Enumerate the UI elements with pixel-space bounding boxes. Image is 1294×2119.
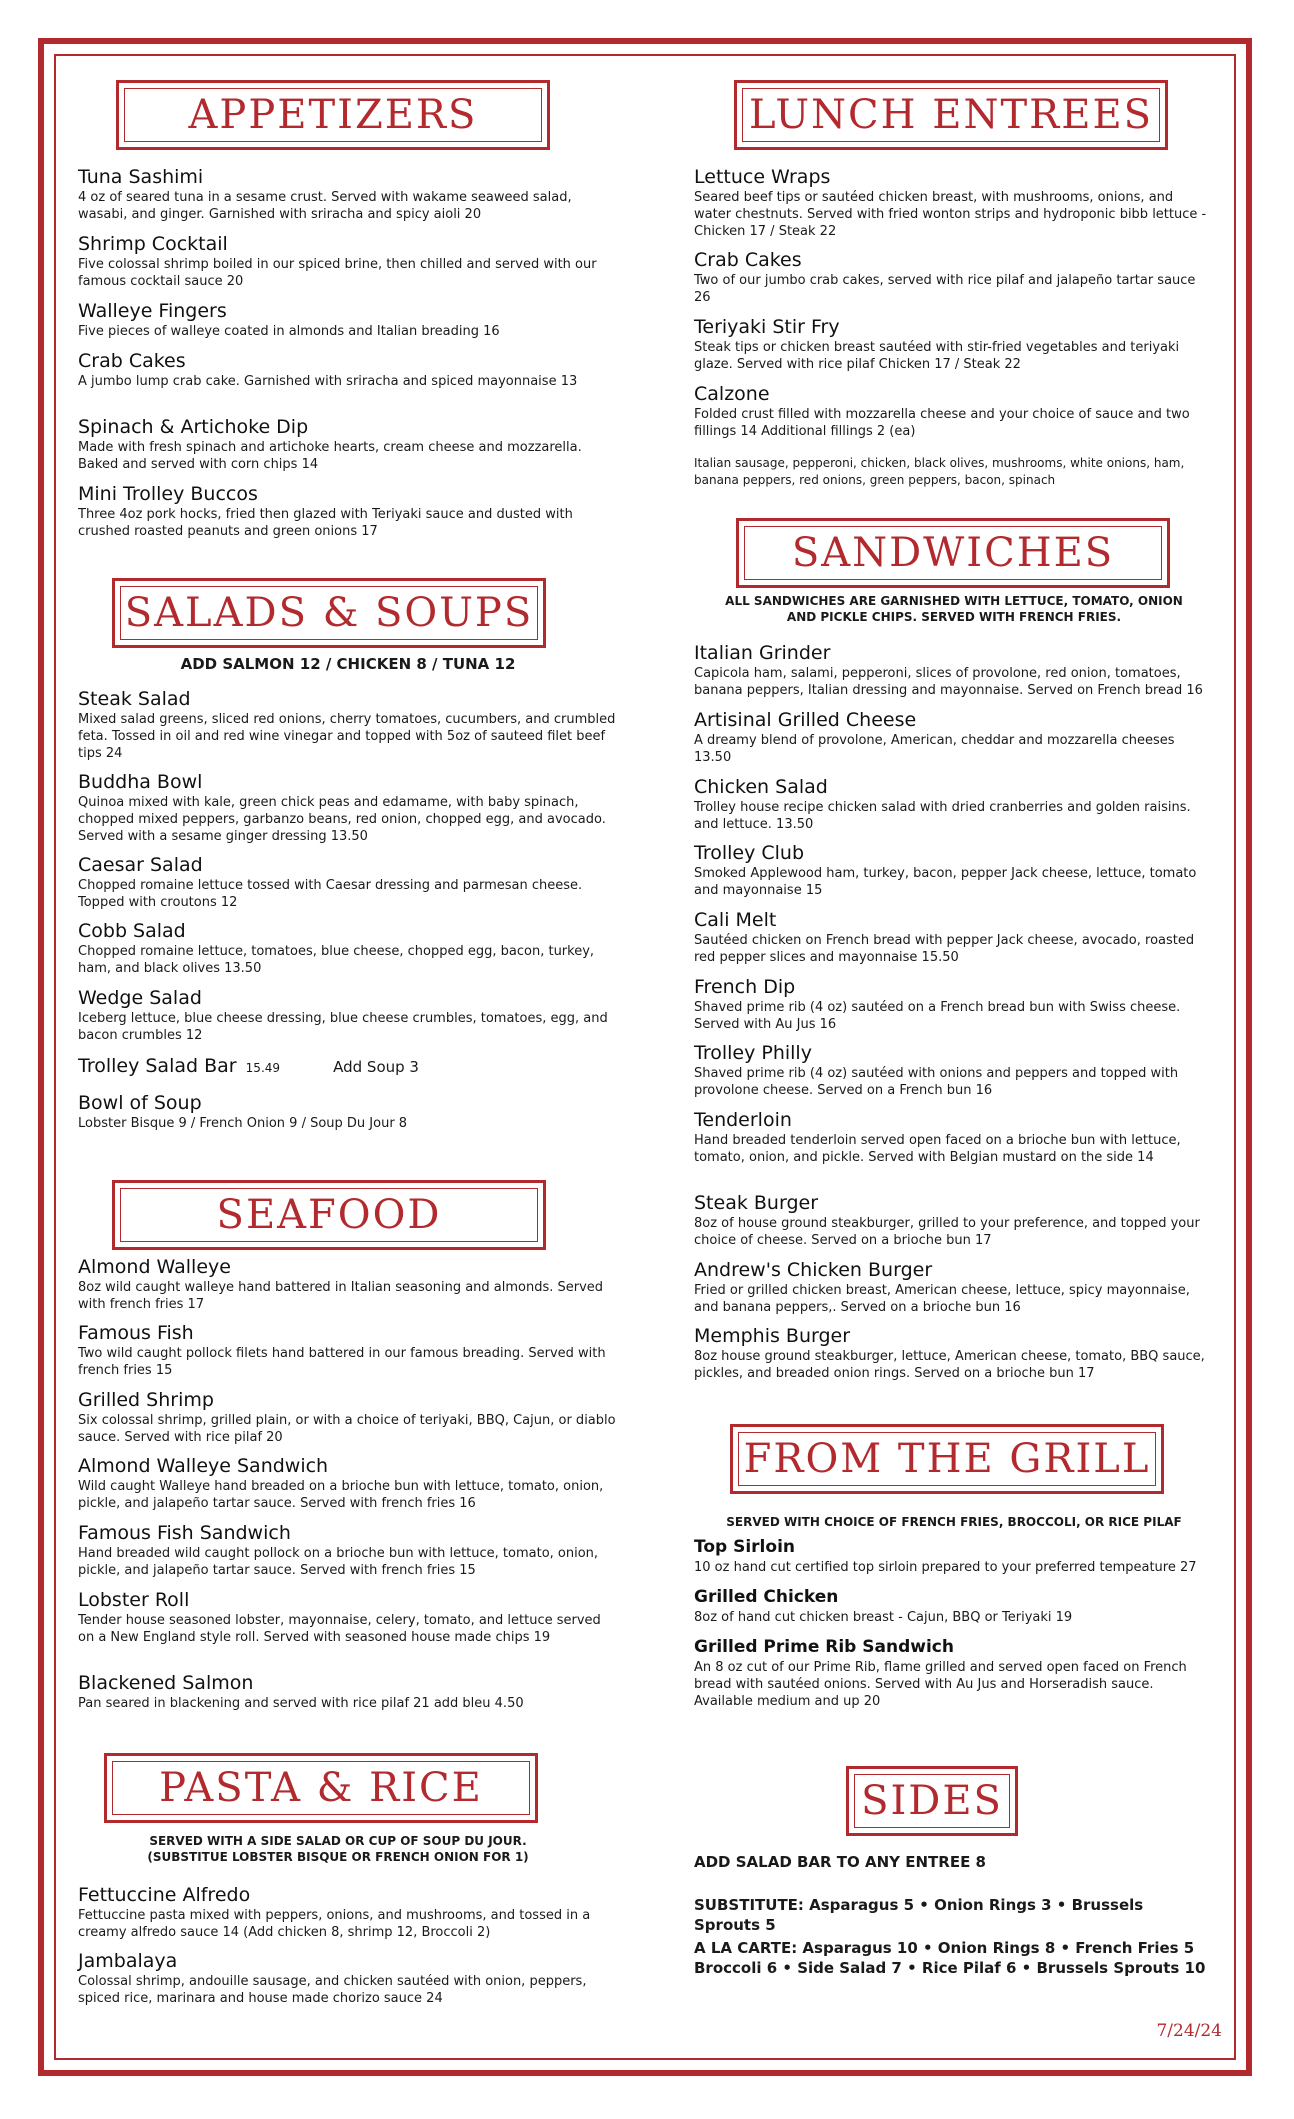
appetizers-banner — [116, 80, 550, 150]
menu-item: Wedge Salad Iceberg lettuce, blue cheese dressing, blue cheese crumbles, tomatoes, egg, and bacon crumbles 12 — [78, 987, 608, 1043]
menu-item: Chicken Salad Trolley house recipe chicken salad with dried cranberries and golden raisins. and lettuce. 13.50 — [694, 776, 1191, 832]
menu-item: Grilled Chicken 8oz of hand cut chicken breast - Cajun, BBQ or Teriyaki 19 — [694, 1587, 1073, 1625]
menu-date: 7/24/24 — [1156, 2021, 1222, 2041]
menu-item: Tuna Sashimi 4 oz of seared tuna in a sesame crust. Served with wakame seaweed salad, wasabi, and ginger. Garnished with sriracha and spicy aioli 20 — [78, 166, 572, 222]
menu-item: Tenderloin Hand breaded tenderloin served open faced on a brioche bun with lettuce, tomato, onion, and pickle. Served with Belgian mustard on the side 14 — [694, 1109, 1181, 1165]
menu-item: Buddha Bowl Quinoa mixed with kale, green chick peas and edamame, with baby spinach, chopped mixed peppers, garbanzo beans, red onion, chopped egg, and avocado. Served with a sesame ginger dressing 13.50 — [78, 771, 606, 844]
salads-banner — [112, 578, 546, 648]
pasta-note: SERVED WITH A SIDE SALAD OR CUP OF SOUP DU JOUR. (SUBSTITUE LOBSTER BISQUE OR FRENCH ONION FOR 1) — [147, 1834, 529, 1864]
menu-item: Grilled Prime Rib Sandwich An 8 oz cut of our Prime Rib, flame grilled and served open faced on French bread with sautéed onions. Served with Au Jus and Horseradish sauce. Available medium and up 20 — [694, 1637, 1187, 1709]
menu-item: Jambalaya Colossal shrimp, andouille sausage, and chicken sautéed with onion, peppers, spiced rice, marinara and house made chorizo sauce 24 — [78, 1950, 587, 2006]
menu-item: Teriyaki Stir Fry Steak tips or chicken breast sautéed with stir-fried vegetables and teriyaki glaze. Served with rice pilaf Chicken 17 / Steak 22 — [694, 316, 1180, 372]
menu-item: Grilled Shrimp Six colossal shrimp, grilled plain, or with a choice of teriyaki, BBQ, Cajun, or diablo sauce. Served with rice pilaf 20 — [78, 1389, 616, 1445]
sides-banner — [846, 1766, 1018, 1836]
menu-item: Cali Melt Sautéed chicken on French bread with pepper Jack cheese, avocado, roasted red pepper slices and mayonnaise 15.50 — [694, 909, 1195, 965]
menu-item: Shrimp Cocktail Five colossal shrimp boiled in our spiced brine, then chilled and served with our famous cocktail sauce 20 — [78, 233, 597, 289]
calzone-fillings: Italian sausage, pepperoni, chicken, black olives, mushrooms, white onions, ham, banana peppers, red onions, green peppers, bacon, spinach — [694, 456, 1185, 487]
menu-item: Bowl of Soup Lobster Bisque 9 / French Onion 9 / Soup Du Jour 8 — [78, 1092, 408, 1131]
menu-item: Fettuccine Alfredo Fettuccine pasta mixed with peppers, onions, and mushrooms, and tossed in a creamy alfredo sauce 14 (Add chicken 8, shrimp 12, Broccoli 2) — [78, 1884, 591, 1940]
menu-item: Walleye Fingers Five pieces of walleye coated in almonds and Italian breading 16 — [78, 300, 500, 339]
grill-note: SERVED WITH CHOICE OF FRENCH FRIES, BROCCOLI, OR RICE PILAF — [726, 1515, 1182, 1529]
menu-item: Blackened Salmon Pan seared in blackening and served with rice pilaf 21 add bleu 4.50 — [78, 1672, 524, 1711]
menu-item: Crab Cakes Two of our jumbo crab cakes, served with rice pilaf and jalapeño tartar sauce 26 — [694, 249, 1196, 305]
menu-item: Cobb Salad Chopped romaine lettuce, tomatoes, blue cheese, chopped egg, bacon, turkey, ham, and black olives 13.50 — [78, 920, 595, 976]
menu-item: Italian Grinder Capicola ham, salami, pepperoni, slices of provolone, red onion, tomatoes, banana peppers, Italian dressing and mayonnaise. Served on French bread 16 — [694, 642, 1203, 698]
menu-item: Famous Fish Two wild caught pollock filets hand battered in our famous breading. Served with french fries 15 — [78, 1322, 606, 1378]
salad-bar-line: Trolley Salad Bar 15.49 Add Soup 3 — [78, 1055, 419, 1077]
menu-item: Steak Burger 8oz of house ground steakburger, grilled to your preference, and topped your choice of cheese. Served on a brioche bun 17 — [694, 1192, 1200, 1248]
salads-title: SALADS & SOUPS — [124, 590, 534, 636]
menu-item: Lettuce Wraps Seared beef tips or sautéed chicken breast, with mushrooms, onions, and water chestnuts. Served with fried wonton strips and hydroponic bibb lettuce - Chicken 17 / Steak 22 — [694, 166, 1207, 239]
menu-item: Memphis Burger 8oz house ground steakburger, lettuce, American cheese, tomato, BBQ sauce, pickles, and breaded onion rings. Served on a brioche bun 17 — [694, 1325, 1205, 1381]
sandwiches-banner — [736, 518, 1170, 588]
lunch-title: LUNCH ENTREES — [748, 92, 1154, 138]
menu-item: Steak Salad Mixed salad greens, sliced red onions, cherry tomatoes, cucumbers, and crumbled feta. Tossed in oil and red wine vinegar and topped with 5oz of sauteed filet beef tips 24 — [78, 688, 616, 761]
sides-salad-bar: ADD SALAD BAR TO ANY ENTREE 8 — [694, 1853, 986, 1871]
lunch-banner — [734, 80, 1168, 150]
menu-item: Famous Fish Sandwich Hand breaded wild caught pollock on a brioche bun with lettuce, tomato, onion, pickle, and jalapeño tartar sauce. Served with french fries 15 — [78, 1522, 599, 1578]
grill-banner — [730, 1424, 1164, 1494]
menu-item: Caesar Salad Chopped romaine lettuce tossed with Caesar dressing and parmesan cheese. Topped with croutons 12 — [78, 854, 583, 910]
menu-item: Calzone Folded crust filled with mozzarella cheese and your choice of sauce and two fillings 14 Additional fillings 2 (ea) — [694, 383, 1190, 439]
menu-item: French Dip Shaved prime rib (4 oz) sautéed on a French bread bun with Swiss cheese. Served with Au Jus 16 — [694, 976, 1181, 1032]
pasta-title: PASTA & RICE — [159, 1765, 483, 1811]
sides-title: SIDES — [861, 1778, 1003, 1824]
grill-title: FROM THE GRILL — [743, 1436, 1151, 1482]
salads-add-note: ADD SALMON 12 / CHICKEN 8 / TUNA 12 — [180, 655, 516, 673]
menu-item: Top Sirloin 10 oz hand cut certified top sirloin prepared to your preferred tempeature 27 — [694, 1537, 1197, 1575]
seafood-title: SEAFOOD — [216, 1192, 442, 1238]
pasta-banner — [104, 1753, 538, 1823]
appetizers-title: APPETIZERS — [188, 92, 478, 138]
menu-item: Trolley Club Smoked Applewood ham, turkey, bacon, pepper Jack cheese, lettuce, tomato and mayonnaise 15 — [694, 842, 1197, 898]
sandwiches-title: SANDWICHES — [791, 530, 1115, 576]
menu-item: Andrew's Chicken Burger Fried or grilled chicken breast, American cheese, lettuce, spicy mayonnaise, and banana peppers,. Served on a brioche bun 16 — [694, 1259, 1190, 1315]
menu-item: Crab Cakes A jumbo lump crab cake. Garnished with sriracha and spiced mayonnaise 13 — [78, 350, 578, 389]
seafood-banner — [112, 1180, 546, 1250]
menu-item: Almond Walleye Sandwich Wild caught Walleye hand breaded on a brioche bun with lettuce, tomato, onion, pickle, and jalapeño tartar sauce. Served with french fries 16 — [78, 1455, 604, 1511]
sides-alacarte-1: A LA CARTE: Asparagus 10 • Onion Rings 8 • French Fries 5 — [694, 1939, 1195, 1957]
menu-item: Trolley Philly Shaved prime rib (4 oz) sautéed with onions and peppers and topped with provolone cheese. Served on a French bun 16 — [694, 1042, 1179, 1098]
sides-substitute: SUBSTITUTE: Asparagus 5 • Onion Rings 3 • Brussels Sprouts 5 — [694, 1896, 1144, 1934]
menu-item: Almond Walleye 8oz wild caught walleye hand battered in Italian seasoning and almonds. Served with french fries 17 — [78, 1256, 604, 1312]
sides-alacarte-2: Broccoli 6 • Side Salad 7 • Rice Pilaf 6 • Brussels Sprouts 10 — [694, 1959, 1206, 1977]
sandwiches-note: ALL SANDWICHES ARE GARNISHED WITH LETTUCE, TOMATO, ONION AND PICKLE CHIPS. SERVED WITH FRENCH FRIES. — [725, 594, 1183, 624]
menu-item: Lobster Roll Tender house seasoned lobster, mayonnaise, celery, tomato, and lettuce served on a New England style roll. Served with seasoned house made chips 19 — [78, 1589, 601, 1645]
menu-item: Mini Trolley Buccos Three 4oz pork hocks, fried then glazed with Teriyaki sauce and dusted with crushed roasted peanuts and green onions 17 — [78, 483, 573, 539]
menu-item: Spinach & Artichoke Dip Made with fresh spinach and artichoke hearts, cream cheese and mozzarella. Baked and served with corn chips 14 — [78, 416, 582, 472]
menu-item: Artisinal Grilled Cheese A dreamy blend of provolone, American, cheddar and mozzarella cheeses 13.50 — [694, 709, 1175, 765]
